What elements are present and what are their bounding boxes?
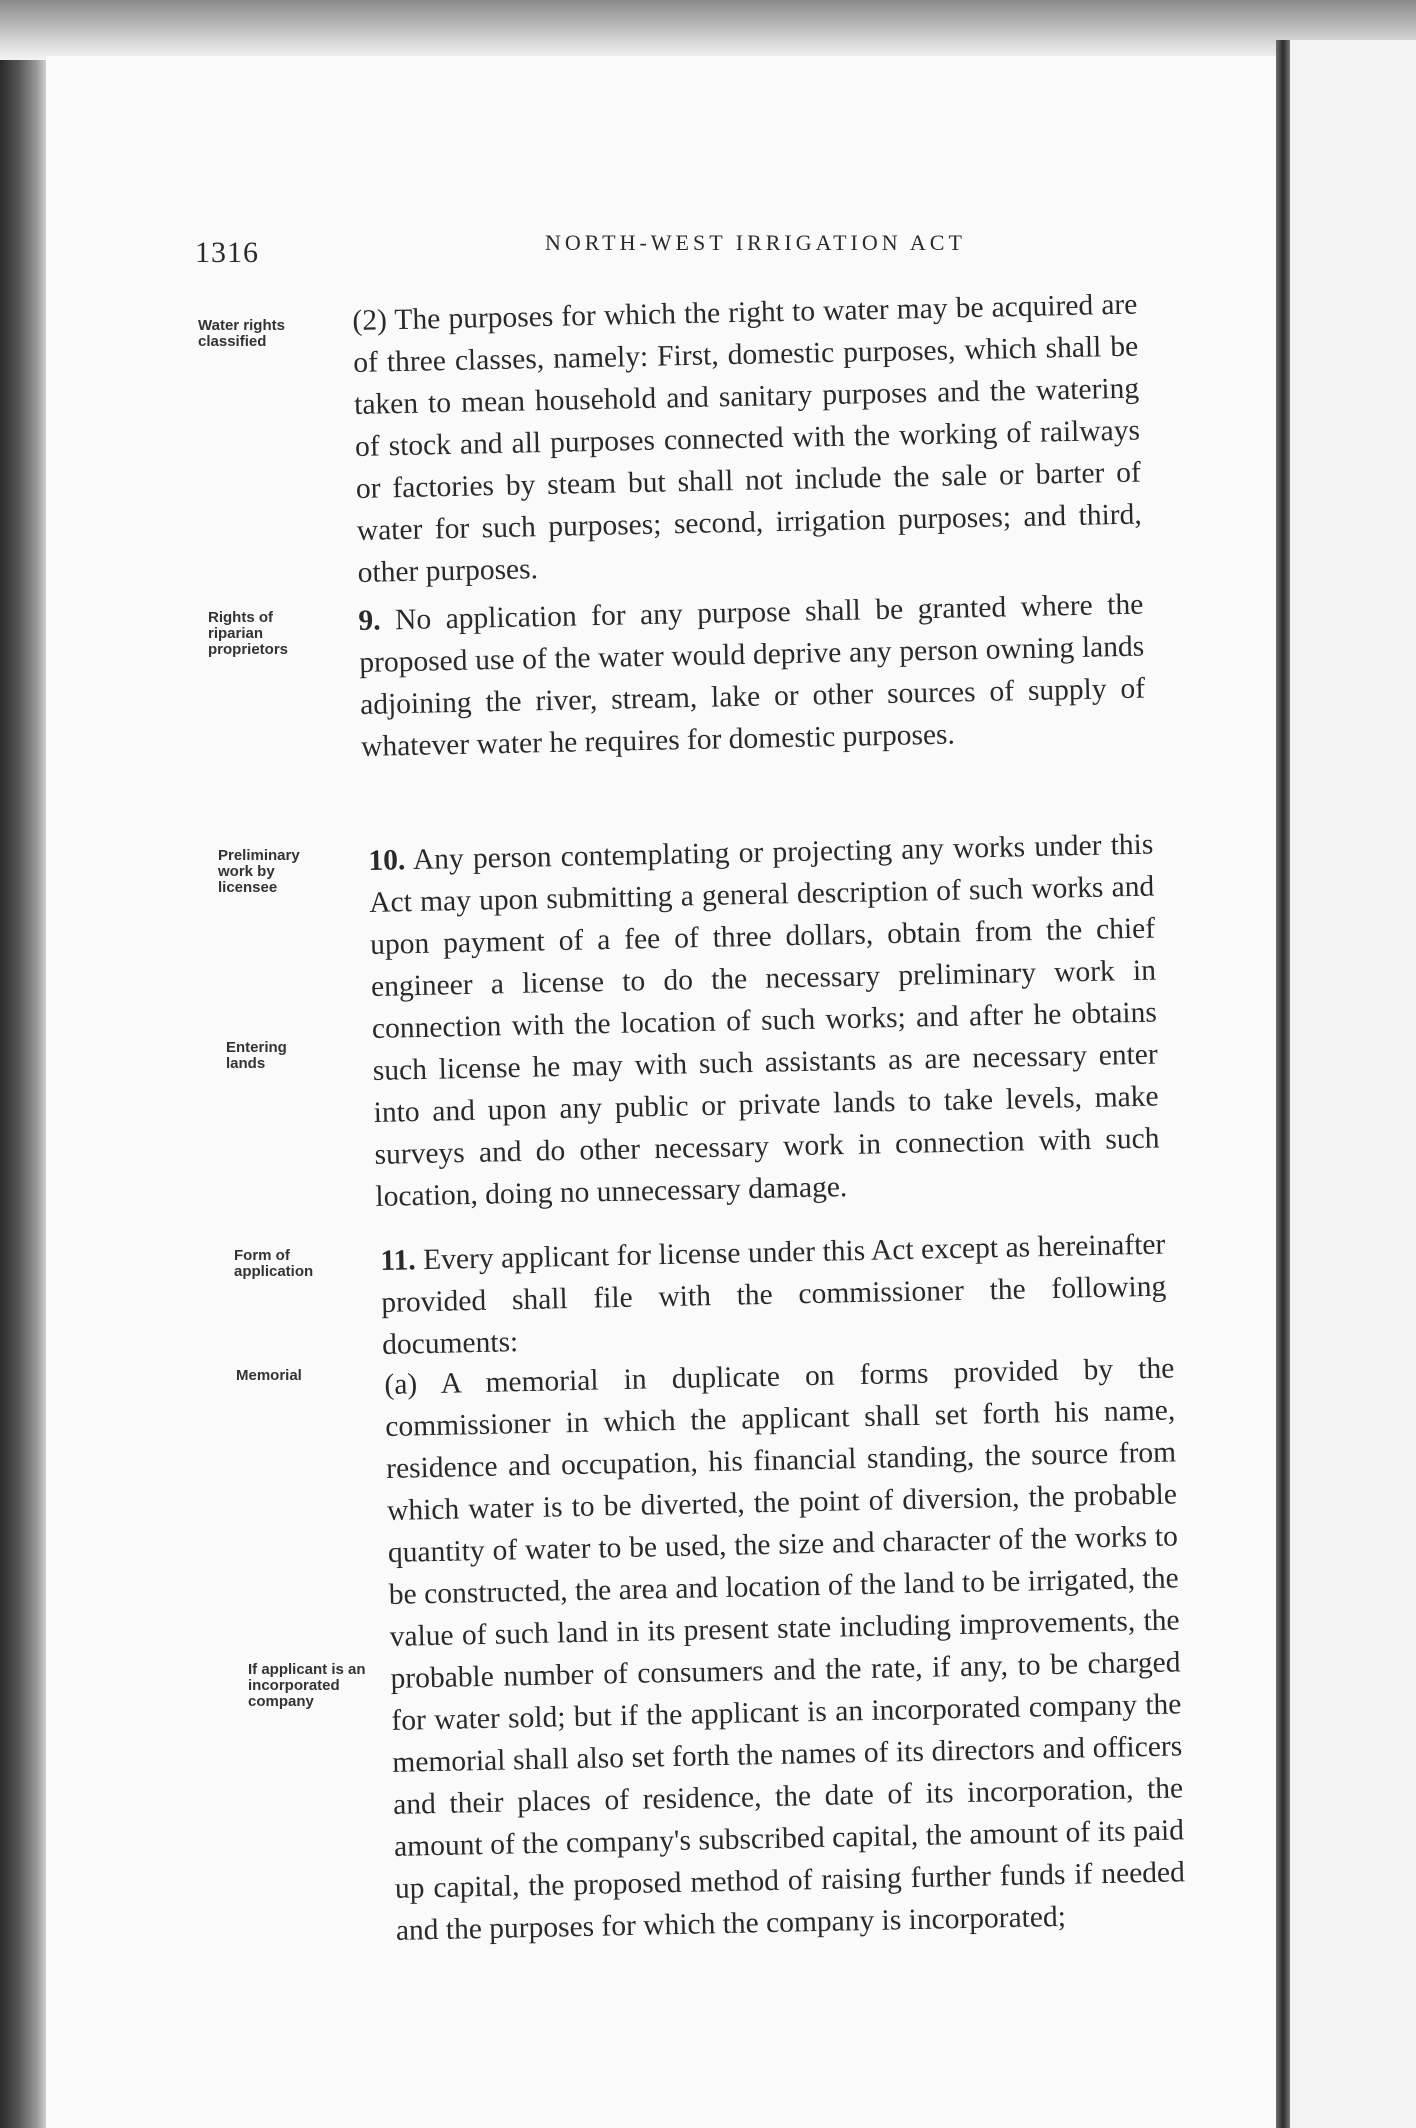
book-spine-edge — [0, 60, 46, 2128]
section-10-text: Any person contemplating or projecting any works under this Act may upon submitting a general description of such works and upon payment of a fee of three dollars, obtain from the chief engineer a license to do the necessary preliminary work in connection with the location of such works; and after he obtains such license he may with such assistants as are necessary enter into and upon any public or private lands to take levels, make surveys and do other necessary work in connection with such location, doing no unnecessary damage. — [368, 828, 1160, 1213]
section-9-number: 9. — [358, 604, 381, 637]
section-11-number: 11. — [380, 1244, 417, 1277]
subsection-2-text: (2) The purposes for which the right to water may be acquired are of three classes, namely: First, domestic purposes, which shall be taken to mean household and sanitary purposes and the watering of stock and all purposes connected with the working of railways or factories by steam but shall not include the sale or barter of water for such purposes; second, irrigation purposes; and third, other purposes. — [352, 288, 1143, 589]
sidenote-entering: Entering lands — [226, 1039, 287, 1072]
section-11-text: Every applicant for license under this Act except as hereinafter provided shall file with the commissioner the following documents: — [380, 1228, 1167, 1361]
sidenote-memorial: Memorial — [236, 1367, 302, 1384]
sidenote-form: Form of application — [234, 1247, 314, 1280]
book-gutter — [1276, 40, 1290, 2128]
section-10-number: 10. — [368, 844, 406, 877]
running-head: NORTH-WEST IRRIGATION ACT — [545, 230, 966, 255]
sidenote-riparian: Rights of riparian proprietors — [208, 609, 289, 658]
clause-a-text: (a) A memorial in duplicate on forms provided by the commissioner in which the applicant shall set forth his name, residence and occupation, his financial standing, the source from which water is to be diverted, the point of diversion, the probable quantity of water to be used, the size and character of the works to be constructed, the area and location of the land to be irrigated, the value of such land in its present state including improvements, the probable number of consumers and the rate, if any, to be charged for water sold; but if the applicant is an incorporated company the memorial shall also set forth the names of its directors and officers and their places of residence, the date of its incorporation, the amount of the company's subscribed capital, the amount of its paid up capital, the proposed method of raising further funds if needed and the purposes for which the company is incorporated; — [384, 1352, 1186, 1947]
clause-a — [384, 1347, 1186, 1951]
facing-page-edge — [1290, 40, 1416, 2128]
sidenote-water-rights: Water rights classified — [198, 317, 285, 350]
sidenote-preliminary: Preliminary work by licensee — [218, 847, 300, 896]
page-number: 1316 — [195, 236, 259, 269]
sidenote-incorporated: If applicant is an incorporated company — [248, 1661, 366, 1710]
scan-top-edge — [0, 0, 1416, 60]
section-11 — [380, 1224, 1167, 1366]
section-9-text: No application for any purpose shall be granted where the proposed use of the water would deprive any person owning lands adjoining the river, stream, lake or other sources of supply of whatever water he requires for domestic purposes. — [358, 588, 1146, 763]
section-9 — [358, 584, 1146, 768]
section-10 — [368, 824, 1161, 1218]
subsection-2 — [352, 284, 1143, 594]
